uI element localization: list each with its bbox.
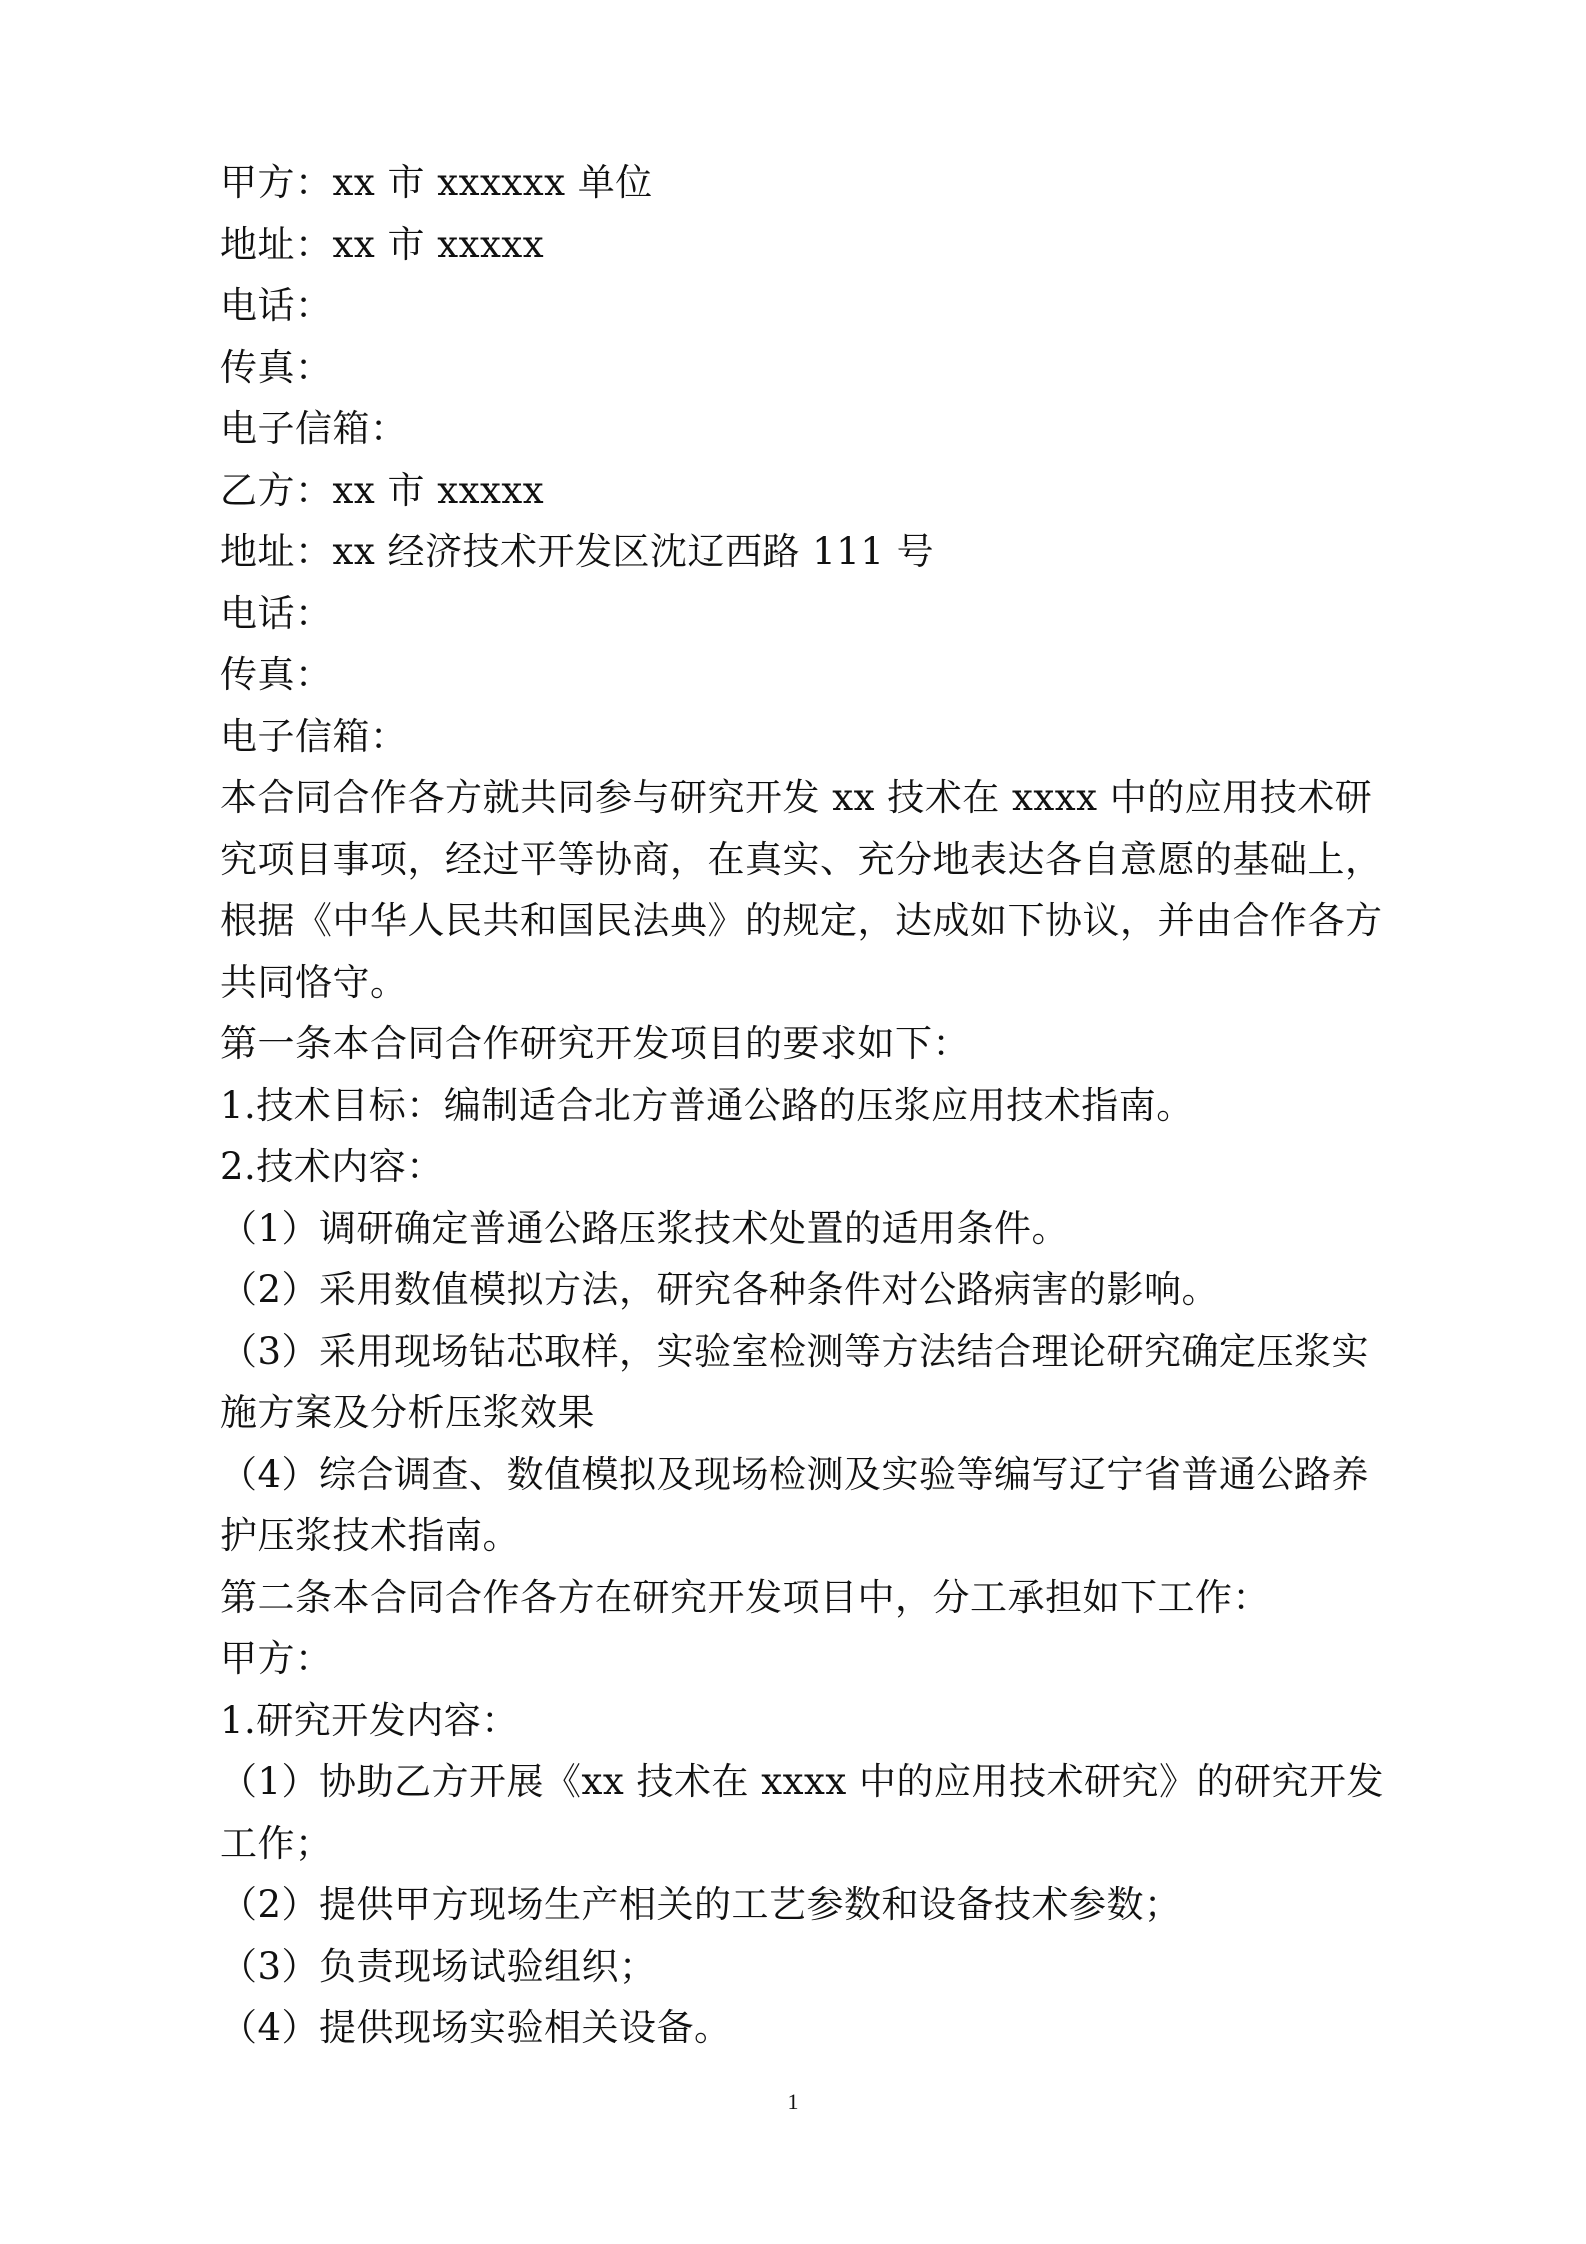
- party-b-email-line: 电子信箱：: [220, 714, 408, 758]
- article-2-heading: 第二条本合同合作各方在研究开发项目中，分工承担如下工作：: [220, 1575, 1270, 1619]
- party-b-address-line: 地址：xx 经济技术开发区沈辽西路 111 号: [220, 530, 935, 573]
- party-a-heading: 甲方：: [220, 1637, 333, 1680]
- rd-content-heading: 1.研究开发内容：: [220, 1698, 519, 1742]
- list-item: （2）提供甲方现场生产相关的工艺参数和设备技术参数；: [220, 1883, 1182, 1926]
- preamble-line: 本合同合作各方就共同参与研究开发 xx 技术在 xxxx 中的应用技术研: [220, 776, 1373, 819]
- technical-content-heading: 2.技术内容：: [220, 1145, 444, 1188]
- article-1-heading: 第一条本合同合作研究开发项目的要求如下：: [220, 1022, 970, 1065]
- list-item-continuation: 护压浆技术指南。: [220, 1514, 520, 1557]
- party-b-phone-line: 电话：: [220, 591, 333, 635]
- list-item: （3）负责现场试验组织；: [220, 1944, 657, 1988]
- preamble-line: 究项目事项，经过平等协商，在真实、充分地表达各自意愿的基础上，: [220, 837, 1383, 881]
- list-item-continuation: 施方案及分析压浆效果: [220, 1391, 595, 1434]
- list-item: （3）采用现场钻芯取样，实验室检测等方法结合理论研究确定压浆实: [220, 1329, 1370, 1373]
- party-a-fax-line: 传真：: [220, 345, 333, 389]
- party-a-phone-line: 电话：: [220, 284, 333, 327]
- list-item-continuation: 工作；: [220, 1821, 333, 1865]
- party-a-name-line: 甲方：xx 市 xxxxxx 单位: [220, 161, 653, 204]
- document-body: [220, 152, 1385, 2059]
- page-number: 1: [787, 2089, 799, 2114]
- technical-goal-line: 1.技术目标：编制适合北方普通公路的压浆应用技术指南。: [220, 1083, 1194, 1127]
- list-item: （4）综合调查、数值模拟及现场检测及实验等编写辽宁省普通公路养: [220, 1452, 1370, 1496]
- list-item: （1）调研确定普通公路压浆技术处置的适用条件。: [220, 1206, 1070, 1250]
- list-item: （2）采用数值模拟方法，研究各种条件对公路病害的影响。: [220, 1268, 1220, 1311]
- list-item: （1）协助乙方开展《xx 技术在 xxxx 中的应用技术研究》的研究开发: [220, 1760, 1385, 1803]
- list-item: （4）提供现场实验相关设备。: [220, 2006, 732, 2049]
- preamble-line: 根据《中华人民共和国民法典》的规定，达成如下协议，并由合作各方: [220, 899, 1383, 942]
- party-b-name-line: 乙方：xx 市 xxxxx: [220, 468, 545, 512]
- party-a-address-line: 地址：xx 市 xxxxx: [220, 222, 545, 266]
- party-b-fax-line: 传真：: [220, 653, 333, 696]
- preamble-line: 共同恪守。: [220, 960, 408, 1004]
- party-a-email-line: 电子信箱：: [220, 407, 408, 450]
